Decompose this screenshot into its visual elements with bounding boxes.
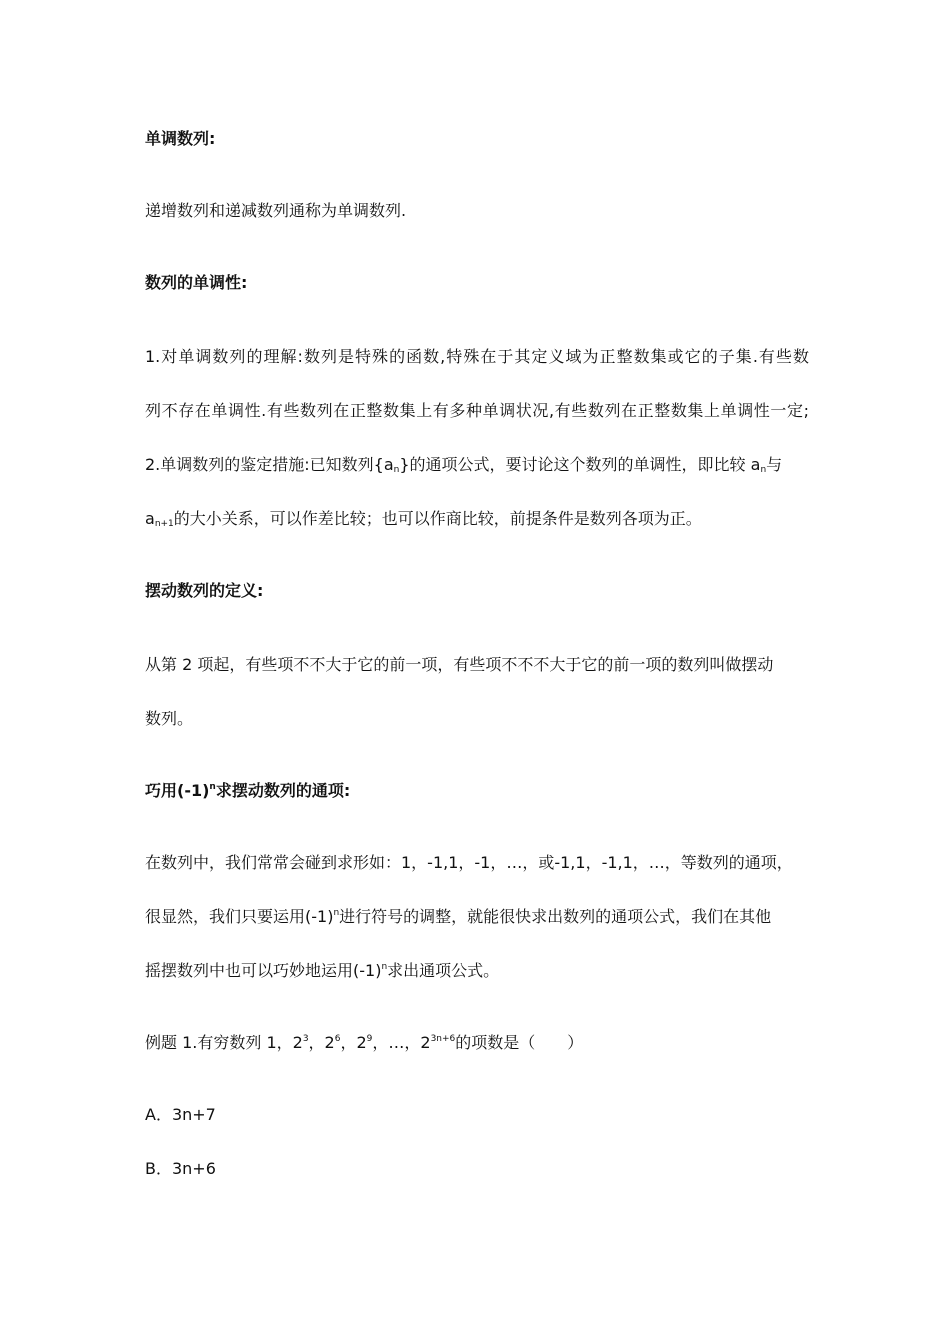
option-a: A．3n+7 [145,1105,216,1124]
subscript: n+1 [154,519,174,529]
subscript: n [760,465,767,475]
heading-monotonic-sequence: 单调数列: [145,129,216,148]
text-segment: a [145,509,155,528]
superscript: n [209,782,216,792]
paragraph-3-line-1: 从第 2 项起，有些项不不大于它的前一项，有些项不不不大于它的前一项的数列叫做摆动 [145,655,774,674]
monotonic-definition: 递增数列和递减数列通称为单调数列. [145,201,407,220]
text-segment: ，…，2 [372,1033,431,1052]
text-segment: ，2 [308,1033,335,1052]
paragraph-4-line-1: 在数列中，我们常常会碰到求形如：1，-1,1，-1，…，或-1,1，-1,1，…，等数列的通项， [145,853,793,872]
text-segment: 求出通项公式。 [387,961,500,980]
superscript: n [381,962,388,972]
text-segment: }的通项公式，要讨论这个数列的单调性，即比较 a [399,455,761,474]
text-segment: 进行符号的调整，就能很快求出数列的通项公式，我们在其他 [339,907,772,926]
paragraph-1-line-1: 1.对单调数列的理解:数列是特殊的函数,特殊在于其定义域为正整数集或它的子集.有些数 [145,347,809,366]
heading-monotonicity: 数列的单调性: [145,273,248,292]
text-segment: 很显然，我们只要运用(-1) [145,907,334,926]
text-segment: 求摆动数列的通项: [215,781,351,800]
text-segment: 的项数是（ ） [455,1033,584,1052]
text-segment: 2.单调数列的鉴定措施:已知数列{a [145,455,394,474]
subscript: n [393,465,400,475]
paragraph-4-line-3 [145,960,499,982]
paragraph-2-line-2 [145,508,702,530]
text-segment: ，2 [340,1033,367,1052]
superscript: 3n+6 [430,1034,456,1044]
superscript: 6 [334,1034,341,1044]
text-segment: 例题 1.有穷数列 1，2 [145,1033,303,1052]
option-b: B．3n+6 [145,1159,216,1178]
text-segment: 摇摆数列中也可以巧妙地运用(-1) [145,961,382,980]
text-segment: 巧用(-1) [145,781,210,800]
superscript: 9 [366,1034,373,1044]
paragraph-2-line-1 [145,454,782,476]
text-segment: 的大小关系，可以作差比较；也可以作商比较，前提条件是数列各项为正。 [173,509,702,528]
paragraph-3-line-2: 数列。 [145,709,194,728]
superscript: 3 [302,1034,309,1044]
heading-trick [145,780,350,802]
paragraph-1-line-2: 列不存在单调性.有些数列在正整数集上有多种单调状况,有些数列在正整数集上单调性一定; [145,401,809,420]
text-segment: 与 [766,455,783,474]
heading-oscillating-sequence: 摆动数列的定义: [145,581,264,600]
example-question [145,1032,583,1054]
superscript: n [333,908,340,918]
paragraph-4-line-2 [145,906,771,928]
